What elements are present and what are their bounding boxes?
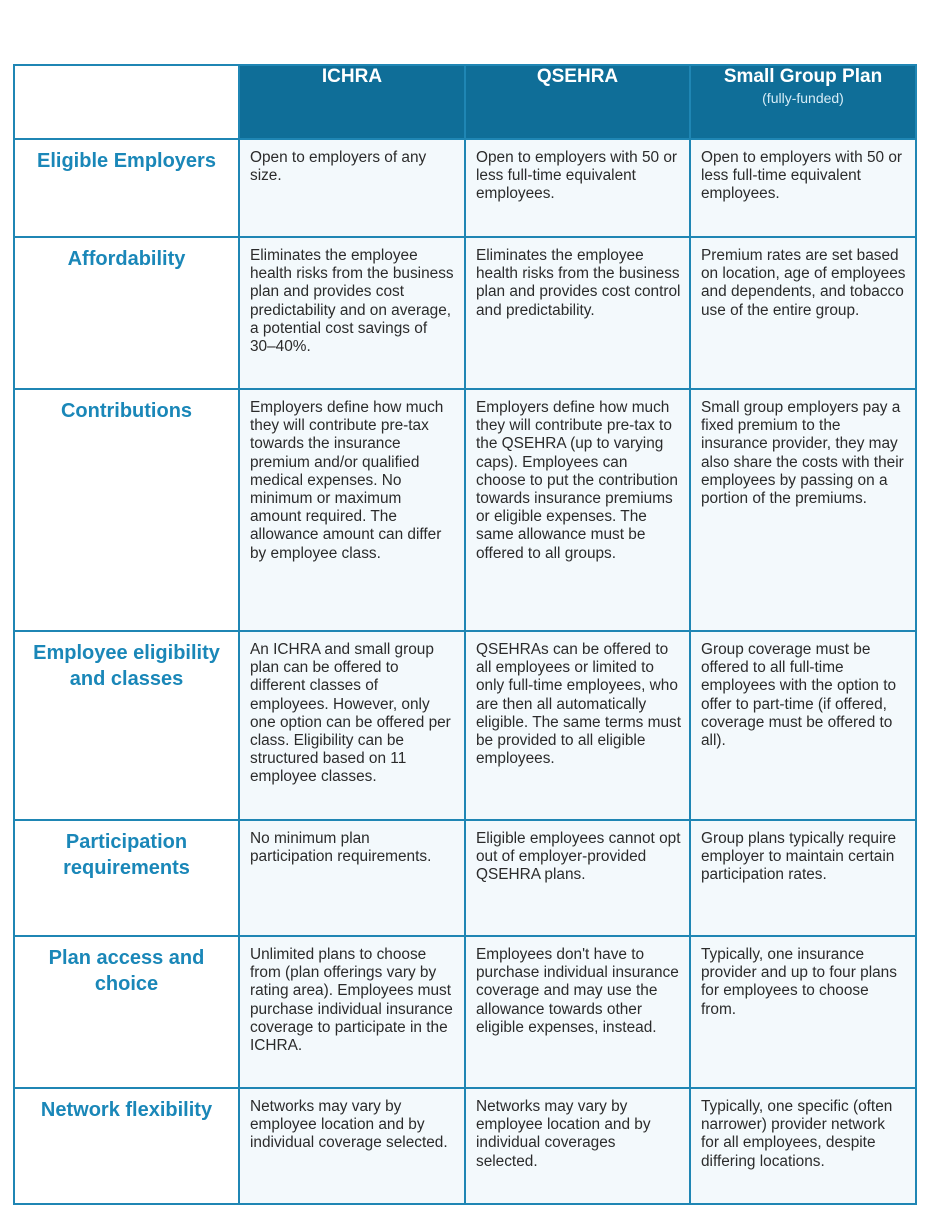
row-label: Contributions bbox=[14, 389, 239, 631]
small-group-cell: Open to employers with 50 or less full-time equivalent employees. bbox=[690, 139, 916, 237]
table-row-employee-eligibility bbox=[14, 631, 916, 820]
header-small-group bbox=[690, 65, 916, 139]
header-qsehra bbox=[465, 65, 690, 139]
row-label: Network flexibility bbox=[14, 1088, 239, 1204]
small-group-cell: Typically, one specific (often narrower) provider network for all employees, despite differing locations. bbox=[690, 1088, 916, 1204]
qsehra-cell: Eligible employees cannot opt out of employer-provided QSEHRA plans. bbox=[465, 820, 690, 936]
qsehra-cell: Networks may vary by employee location and by individual coverages selected. bbox=[465, 1088, 690, 1204]
small-group-cell: Premium rates are set based on location, age of employees and dependents, and tobacco use of the entire group. bbox=[690, 237, 916, 389]
qsehra-cell: Open to employers with 50 or less full-time equivalent employees. bbox=[465, 139, 690, 237]
header-qsehra-label: QSEHRA bbox=[536, 66, 619, 87]
table-row-affordability bbox=[14, 237, 916, 389]
comparison-table bbox=[13, 64, 917, 1205]
qsehra-cell: Employees don't have to purchase individual insurance coverage and may use the allowance towards other eligible expenses, instead. bbox=[465, 936, 690, 1088]
ichra-cell: Unlimited plans to choose from (plan offerings vary by rating area). Employees must purchase individual insurance coverage to participate in the ICHRA. bbox=[239, 936, 465, 1088]
table-header bbox=[14, 65, 916, 139]
ichra-cell: Employers define how much they will contribute pre-tax towards the insurance premium and/or qualified medical expenses. No minimum or maximum amount required. The allowance amount can differ by employee class. bbox=[239, 389, 465, 631]
row-label: Eligible Employers bbox=[14, 139, 239, 237]
row-label: Plan access and choice bbox=[14, 936, 239, 1088]
table-row-contributions bbox=[14, 389, 916, 631]
small-group-cell: Typically, one insurance provider and up to four plans for employees to choose from. bbox=[690, 936, 916, 1088]
ichra-cell: No minimum plan participation requirements. bbox=[239, 820, 465, 936]
table-row-participation bbox=[14, 820, 916, 936]
qsehra-cell: Eliminates the employee health risks from the business plan and provides cost control and predictability. bbox=[465, 237, 690, 389]
ichra-cell: An ICHRA and small group plan can be offered to different classes of employees. However, only one option can be offered per class. Eligibility can be structured based on 11 employee classes. bbox=[239, 631, 465, 820]
header-small-group-label: Small Group Plan bbox=[723, 66, 883, 87]
ichra-cell: Networks may vary by employee location and by individual coverage selected. bbox=[239, 1088, 465, 1204]
small-group-cell: Group plans typically require employer to maintain certain participation rates. bbox=[690, 820, 916, 936]
header-ichra bbox=[239, 65, 465, 139]
ichra-cell: Open to employers of any size. bbox=[239, 139, 465, 237]
header-row bbox=[14, 65, 916, 139]
ichra-cell: Eliminates the employee health risks from the business plan and provides cost predictability and on average, a potential cost savings of 30–40%. bbox=[239, 237, 465, 389]
row-label: Affordability bbox=[14, 237, 239, 389]
qsehra-cell: QSEHRAs can be offered to all employees or limited to only full-time employees, who are then all automatically eligible. The same terms must be provided to all eligible employees. bbox=[465, 631, 690, 820]
table-row-plan-access bbox=[14, 936, 916, 1088]
table-row-network-flexibility bbox=[14, 1088, 916, 1204]
row-label: Employee eligibility and classes bbox=[14, 631, 239, 820]
small-group-cell: Group coverage must be offered to all full-time employees with the option to offer to part-time (if offered, coverage must be offered to all). bbox=[690, 631, 916, 820]
table-row-eligible-employers bbox=[14, 139, 916, 237]
small-group-cell: Small group employers pay a fixed premium to the insurance provider, they may also share the costs with their employees by passing on a portion of the premiums. bbox=[690, 389, 916, 631]
header-corner-cell bbox=[14, 65, 239, 139]
header-small-group-sublabel: (fully-funded) bbox=[762, 90, 844, 106]
qsehra-cell: Employers define how much they will contribute pre-tax to the QSEHRA (up to varying caps). Employees can choose to put the contribution towards insurance premiums or eligible expenses. The same allowance must be offered to all groups. bbox=[465, 389, 690, 631]
row-label: Participation requirements bbox=[14, 820, 239, 936]
table-body bbox=[14, 139, 916, 1204]
header-ichra-label: ICHRA bbox=[321, 66, 383, 87]
